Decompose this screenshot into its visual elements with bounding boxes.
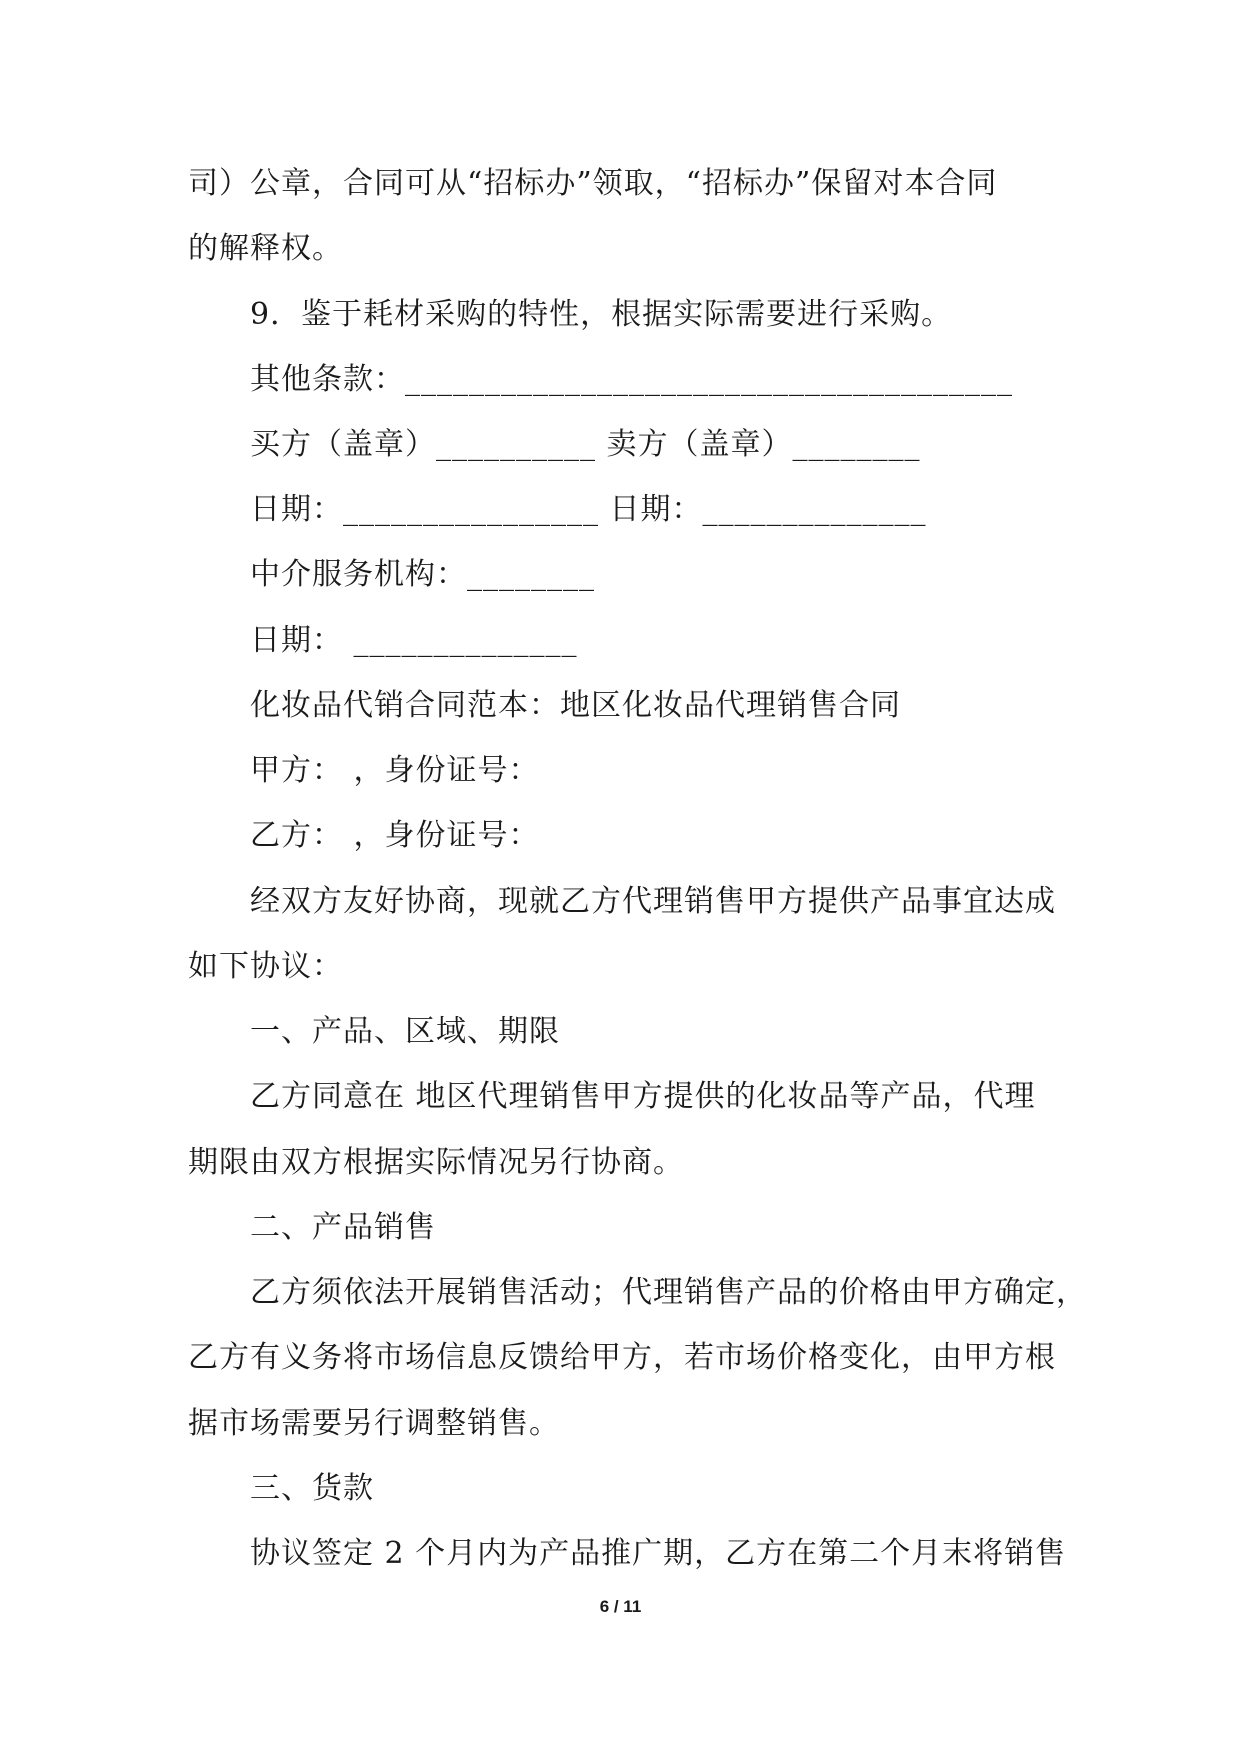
text-line: 乙方： ，身份证号： — [250, 818, 540, 853]
text-line: 日期： ______________ — [250, 623, 578, 658]
text-line: 其他条款：______________________________________ — [250, 362, 1013, 397]
text-line: 中介服务机构：________ — [250, 557, 595, 592]
page-number: 6 / 11 — [599, 1597, 642, 1616]
text-line: 司）公章，合同可从“招标办”领取，“招标办”保留对本合同 — [188, 166, 998, 201]
text-line: 如下协议： — [188, 949, 343, 984]
text-line: 经双方友好协商，现就乙方代理销售甲方提供产品事宜达成 — [250, 884, 1056, 919]
text-line: 乙方有义务将市场信息反馈给甲方，若市场价格变化，由甲方根 — [188, 1340, 1056, 1375]
section-heading: 三、货款 — [250, 1471, 374, 1506]
text-line: 乙方同意在 地区代理销售甲方提供的化妆品等产品，代理 — [250, 1079, 1036, 1114]
text-line: 期限由双方根据实际情况另行协商。 — [188, 1145, 684, 1180]
text-line: 甲方： ，身份证号： — [250, 753, 540, 788]
text-line: 乙方须依法开展销售活动；代理销售产品的价格由甲方确定， — [250, 1275, 1087, 1310]
text-line: 的解释权。 — [188, 231, 343, 266]
section-heading: 一、产品、区域、期限 — [250, 1014, 560, 1049]
text-line: 协议签定 2 个月内为产品推广期，乙方在第二个月末将销售 — [250, 1536, 1067, 1571]
text-line: 据市场需要另行调整销售。 — [188, 1406, 560, 1441]
section-title: 化妆品代销合同范本：地区化妆品代理销售合同 — [250, 688, 901, 723]
text-line: 日期：________________ 日期：______________ — [250, 492, 927, 527]
text-line: 买方（盖章）__________ 卖方（盖章）________ — [250, 427, 921, 462]
text-line: 9．鉴于耗材采购的特性，根据实际需要进行采购。 — [250, 297, 953, 332]
section-heading: 二、产品销售 — [250, 1210, 436, 1245]
